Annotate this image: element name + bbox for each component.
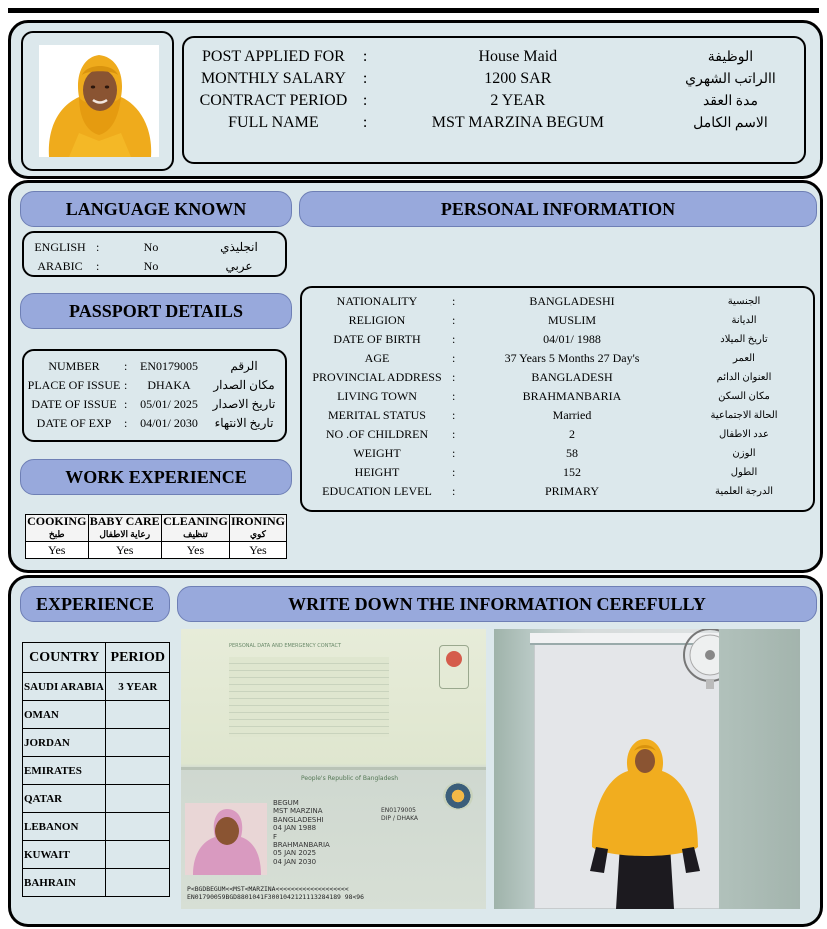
personal-info-row: RELIGION : MUSLIM الديانة: [348, 313, 757, 327]
job-summary-box: [182, 36, 806, 164]
experience-country: OMAN: [23, 701, 106, 729]
experience-period: [105, 869, 169, 897]
experience-country: EMIRATES: [23, 757, 106, 785]
language-box: [22, 231, 287, 277]
skill-header: IRONING كوي: [229, 515, 286, 542]
header-row: FULL NAME : MST MARZINA BEGUM الاسم الكامل: [228, 114, 768, 131]
skill-header: BABY CARE رعاية الاطفال: [88, 515, 161, 542]
passport-row: NUMBER : EN0179005 الرقم: [48, 359, 258, 373]
personal-info-row: NATIONALITY : BANGLADESHI الجنسية: [336, 294, 761, 308]
passport-box: [22, 349, 287, 442]
personal-info-box: [300, 286, 815, 512]
top-rule: [8, 8, 819, 13]
candidate-photo-frame: [21, 31, 174, 171]
scan-data-block: BEGUM MST MARZINA BANGLADESHI 04 JAN 1988 F BRAHMANBARIA 05 JAN 2025 04 JAN 2030: [273, 799, 330, 866]
work-experience-title: WORK EXPERIENCE: [20, 459, 292, 495]
experience-period: [105, 785, 169, 813]
skill-header: COOKING طبخ: [26, 515, 89, 542]
skill-value: Yes: [26, 542, 89, 559]
experience-period: [105, 701, 169, 729]
personal-info-row: NO .OF CHILDREN : 2 عدد الاطفال: [325, 427, 769, 441]
passport-scan-image: [181, 629, 486, 909]
scan-mrz: P<BGDBEGUM<<MST<MARZINA<<<<<<<<<<<<<<<<<<< EN01790059BGD8801041F3001042121113284189 98<96: [187, 885, 364, 901]
passport-row: PLACE OF ISSUE : DHAKA مكان الصدار: [27, 378, 275, 392]
experience-row: [23, 813, 170, 841]
experience-period: [105, 729, 169, 757]
experience-country: LEBANON: [23, 813, 106, 841]
scan-heading: PERSONAL DATA AND EMERGENCY CONTACT: [229, 643, 342, 649]
experience-period: [105, 841, 169, 869]
experience-country: KUWAIT: [23, 841, 106, 869]
photo-wall-right: [719, 629, 800, 909]
experience-row: [23, 729, 170, 757]
period-header: PERIOD: [105, 643, 169, 673]
full-body-photo: [494, 629, 800, 909]
language-row: ENGLISH : No انجليذي: [34, 240, 258, 254]
scan-lines: [229, 657, 389, 737]
personal-info-row: MERITAL STATUS : Married الحالة الاجتماعية: [328, 408, 778, 422]
experience-row: [23, 841, 170, 869]
passport-row: DATE OF ISSUE : 05/01/ 2025 تاريخ الاصدار: [31, 397, 276, 411]
experience-period: 3 YEAR: [105, 673, 169, 701]
language-title: LANGUAGE KNOWN: [20, 191, 292, 227]
experience-country: SAUDI ARABIA: [23, 673, 106, 701]
experience-country: BAHRAIN: [23, 869, 106, 897]
header-section: [8, 20, 823, 179]
write-down-title: WRITE DOWN THE INFORMATION CEREFULLY: [177, 586, 817, 622]
skill-value: Yes: [229, 542, 286, 559]
personal-info-row: WEIGHT : 58 الوزن: [353, 446, 756, 460]
language-row: ARABIC : No عربي: [37, 259, 253, 273]
personal-info-row: LIVING TOWN : BRAHMANBARIA مكان السكن: [337, 389, 770, 403]
experience-row: [23, 701, 170, 729]
personal-info-row: PROVINCIAL ADDRESS : BANGLADESH العنوان الدائم: [312, 370, 772, 384]
experience-section: [8, 575, 823, 927]
scan-seal: [443, 782, 473, 810]
experience-row: [23, 673, 170, 701]
personal-info-row: DATE OF BIRTH : 04/01/ 1988 تاريخ الميلاد: [333, 332, 768, 346]
experience-period: [105, 757, 169, 785]
scan-country: People's Republic of Bangladesh: [301, 775, 399, 782]
personal-info-row: AGE : 37 Years 5 Months 27 Day's العمر: [364, 351, 755, 365]
scan-side-block: EN0179005 DIP / DHAKA: [381, 807, 419, 822]
header-row: POST APPLIED FOR : House Maid الوظيفة: [201, 48, 754, 65]
header-row: MONTHLY SALARY : 1200 SAR االراتب الشهري: [200, 70, 776, 87]
candidate-photo: [39, 45, 159, 157]
experience-row: [23, 869, 170, 897]
skill-header: CLEANING تنظيف: [161, 515, 229, 542]
experience-title: EXPERIENCE: [20, 586, 170, 622]
experience-period: [105, 813, 169, 841]
scan-emblem: [446, 651, 462, 667]
skill-value: Yes: [161, 542, 229, 559]
personal-info-title: PERSONAL INFORMATION: [299, 191, 817, 227]
experience-table: [22, 642, 170, 897]
experience-country: QATAR: [23, 785, 106, 813]
standing-candidate: [586, 735, 704, 909]
passport-title: PASSPORT DETAILS: [20, 293, 292, 329]
skill-value: Yes: [88, 542, 161, 559]
passport-fold: [181, 767, 486, 770]
header-row: CONTRACT PERIOD : 2 YEAR مدة العقد: [199, 92, 758, 109]
experience-row: [23, 757, 170, 785]
skills-table: [25, 514, 287, 559]
details-section: [8, 180, 823, 573]
scan-photo: [185, 803, 267, 875]
personal-info-row: EDUCATION LEVEL : PRIMARY الدرجة العلمية: [322, 484, 774, 498]
personal-info-row: HEIGHT : 152 الطول: [354, 465, 758, 479]
experience-country: JORDAN: [23, 729, 106, 757]
experience-row: [23, 785, 170, 813]
passport-row: DATE OF EXP : 04/01/ 2030 تاريخ الانتهاء: [36, 416, 274, 430]
country-header: COUNTRY: [23, 643, 106, 673]
